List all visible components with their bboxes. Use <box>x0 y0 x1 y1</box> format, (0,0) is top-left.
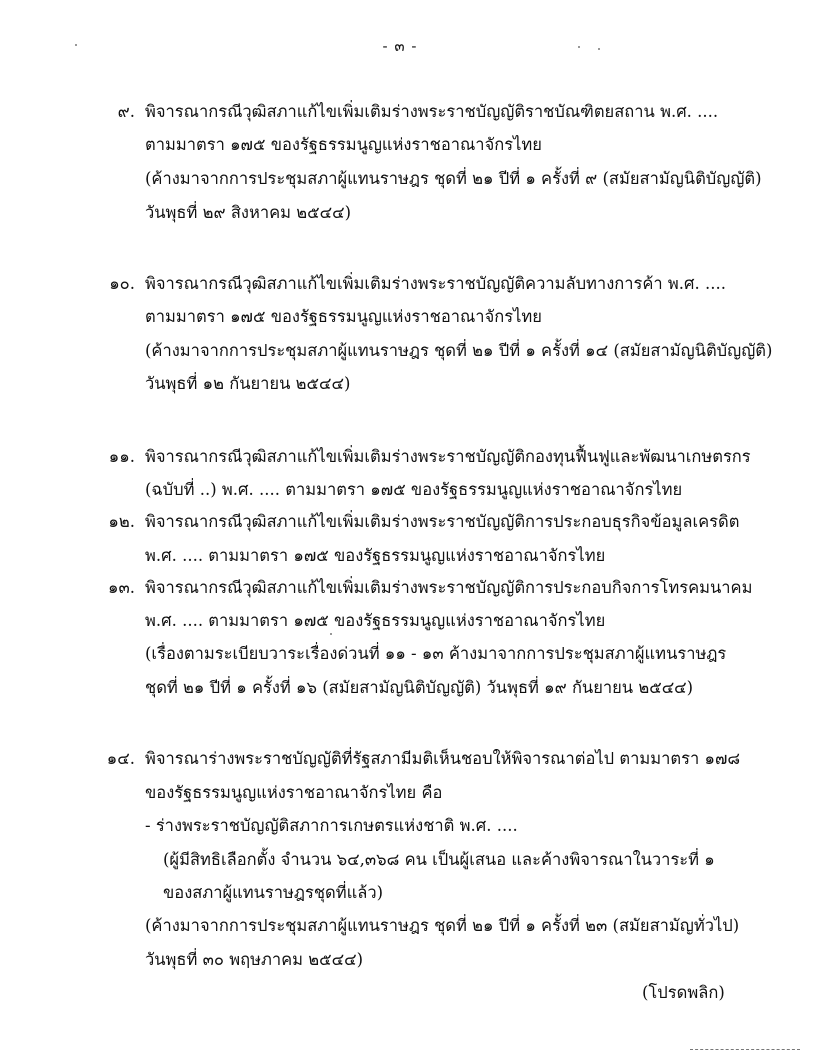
please-turn-over-note: (โปรดพลิก) <box>642 983 725 1002</box>
item-number: ๙. <box>117 102 135 121</box>
scan-speck <box>330 633 332 635</box>
item-number: ๑๔. <box>106 749 135 768</box>
item-line: (ค้างมาจากการประชุมสภาผู้แทนราษฎร ชุดที่ ๒๑ ปีที่ ๑ ครั้งที่ ๑๔ (สมัยสามัญนิติบัญญัติ) <box>145 341 773 360</box>
bottom-rule <box>690 1049 800 1050</box>
item-line: ชุดที่ ๒๑ ปีที่ ๑ ครั้งที่ ๑๖ (สมัยสามัญนิติบัญญัติ) วันพุธที่ ๑๙ กันยายน ๒๕๔๔) <box>145 678 694 697</box>
item-line: (ผู้มีสิทธิเลือกตั้ง จำนวน ๖๔,๓๖๘ คน เป็นผู้เสนอ และค้างพิจารณาในวาระที่ ๑ <box>163 850 715 869</box>
item-number: ๑๑. <box>108 447 135 466</box>
item-line: ของสภาผู้แทนราษฎรชุดที่แล้ว) <box>163 883 384 902</box>
page-number: - ๓ - <box>382 37 418 55</box>
item-line: วันพุธที่ ๓๐ พฤษภาคม ๒๕๔๔) <box>145 950 364 969</box>
item-line: - ร่างพระราชบัญญัติสภาการเกษตรแห่งชาติ พ.ศ. .... <box>145 816 518 835</box>
item-line: (ค้างมาจากการประชุมสภาผู้แทนราษฎร ชุดที่ ๒๑ ปีที่ ๑ ครั้งที่ ๙ (สมัยสามัญนิติบัญญัติ) <box>145 169 762 188</box>
item-line: (ฉบับที่ ..) พ.ศ. .... ตามมาตรา ๑๗๕ ของรัฐธรรมนูญแห่งราชอาณาจักรไทย <box>145 480 683 499</box>
item-line: ตามมาตรา ๑๗๕ ของรัฐธรรมนูญแห่งราชอาณาจักรไทย <box>145 135 542 154</box>
item-line: พิจารณากรณีวุฒิสภาแก้ไขเพิ่มเติมร่างพระราชบัญญัติกองทุนฟื้นฟูและพัฒนาเกษตรกร <box>145 447 751 466</box>
scan-speck <box>578 46 580 48</box>
item-line: วันพุธที่ ๒๙ สิงหาคม ๒๕๔๔) <box>145 203 352 222</box>
item-line: พิจารณากรณีวุฒิสภาแก้ไขเพิ่มเติมร่างพระราชบัญญัติราชบัณฑิตยสถาน พ.ศ. .... <box>145 102 719 121</box>
item-line: ของรัฐธรรมนูญแห่งราชอาณาจักรไทย คือ <box>145 783 443 802</box>
item-line: พ.ศ. .... ตามมาตรา ๑๗๕ ของรัฐธรรมนูญแห่งราชอาณาจักรไทย <box>145 546 606 565</box>
item-line: พิจารณากรณีวุฒิสภาแก้ไขเพิ่มเติมร่างพระราชบัญญัติการประกอบธุรกิจข้อมูลเครดิต <box>145 512 740 531</box>
item-number: ๑๓. <box>108 578 135 597</box>
item-number: ๑๒. <box>108 512 135 531</box>
item-number: ๑๐. <box>109 274 135 293</box>
item-line: วันพุธที่ ๑๒ กันยายน ๒๕๔๔) <box>145 374 351 393</box>
item-line: ตามมาตรา ๑๗๕ ของรัฐธรรมนูญแห่งราชอาณาจักรไทย <box>145 307 542 326</box>
item-line: พ.ศ. .... ตามมาตรา ๑๗๕ ของรัฐธรรมนูญแห่งราชอาณาจักรไทย <box>145 611 606 630</box>
scan-speck <box>598 48 600 50</box>
item-line: พิจารณากรณีวุฒิสภาแก้ไขเพิ่มเติมร่างพระราชบัญญัติความลับทางการค้า พ.ศ. .... <box>145 274 726 293</box>
item-line: (เรื่องตามระเบียบวาระเรื่องด่วนที่ ๑๑ - ๑๓ ค้างมาจากการประชุมสภาผู้แทนราษฎร <box>145 644 727 663</box>
item-line: (ค้างมาจากการประชุมสภาผู้แทนราษฎร ชุดที่ ๒๑ ปีที่ ๑ ครั้งที่ ๒๓ (สมัยสามัญทั่วไป) <box>145 916 740 935</box>
item-line: พิจารณาร่างพระราชบัญญัติที่รัฐสภามีมติเห็นชอบให้พิจารณาต่อไป ตามมาตรา ๑๗๘ <box>145 749 741 768</box>
item-line: พิจารณากรณีวุฒิสภาแก้ไขเพิ่มเติมร่างพระราชบัญญัติการประกอบกิจการโทรคมนาคม <box>145 578 753 597</box>
scan-speck <box>75 44 77 46</box>
